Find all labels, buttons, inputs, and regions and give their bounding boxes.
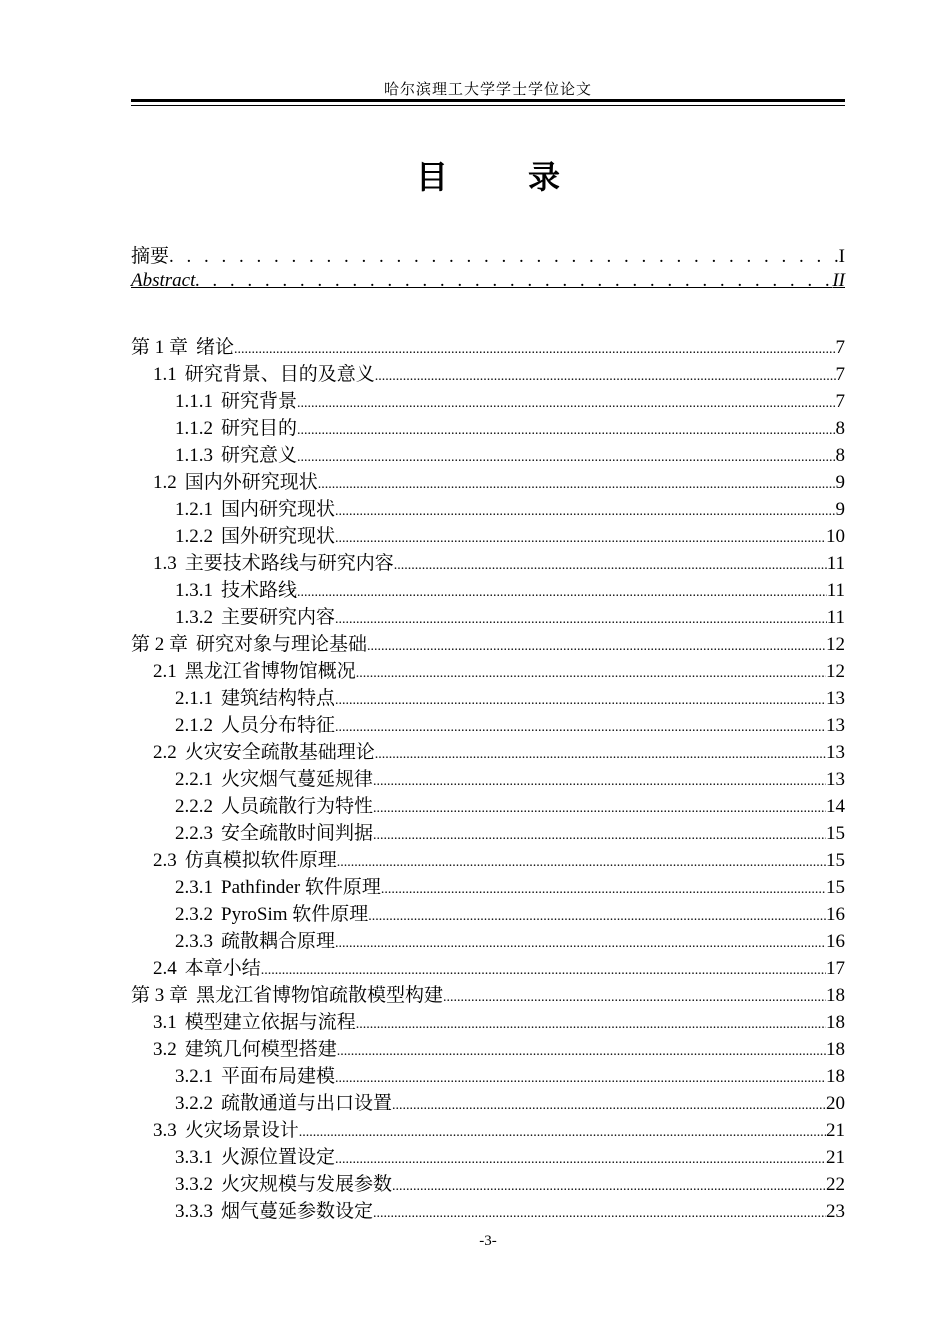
toc-entry-page: 11 <box>826 580 845 601</box>
toc-entry-page: 18 <box>826 985 845 1006</box>
toc-entry-label <box>175 791 373 818</box>
toc-entry-number: 2.2.3 <box>175 823 213 844</box>
toc-leader <box>337 855 826 871</box>
header-rule-thick <box>131 99 845 102</box>
toc-entry-label <box>153 1115 299 1142</box>
toc-entry-number: 第 2 章 <box>131 634 189 655</box>
toc-entry-page: 7 <box>835 391 845 412</box>
toc-leader <box>337 1044 826 1060</box>
toc-entry[interactable] <box>131 818 845 845</box>
toc-leader <box>299 1125 826 1141</box>
running-header: 哈尔滨理工大学学士学位论文 <box>383 82 592 98</box>
toc-entry-page: 10 <box>826 526 845 547</box>
toc-leader <box>373 1206 826 1222</box>
toc-entry-label <box>175 872 381 899</box>
toc-entry-title: 本章小结 <box>184 958 261 979</box>
toc-entry-title: 研究目的 <box>221 418 298 439</box>
toc-entry-title: 仿真模拟软件原理 <box>184 850 337 871</box>
toc-leader <box>373 828 826 844</box>
toc-entry-number: 1.2 <box>153 472 177 493</box>
toc-entry-title: 建筑几何模型搭建 <box>184 1039 337 1060</box>
toc-entry-title: 黑龙江省博物馆概况 <box>184 661 356 682</box>
toc-entry-title: 技术路线 <box>221 580 298 601</box>
toc-entry[interactable] <box>131 494 845 521</box>
toc-entry[interactable] <box>131 467 845 494</box>
toc-entry-label <box>175 1061 335 1088</box>
toc-entry[interactable] <box>131 386 845 413</box>
toc-entry-title: 建筑结构特点 <box>221 688 336 709</box>
toc-entry-title: 火源位置设定 <box>221 1147 336 1168</box>
toc-leader <box>335 936 826 952</box>
toc-leader <box>169 246 839 268</box>
toc-entry-number: 第 3 章 <box>131 985 189 1006</box>
toc-entry-label <box>175 710 335 737</box>
toc-entry-page: 11 <box>826 607 845 628</box>
toc-entry-number: 2.2.2 <box>175 796 213 817</box>
toc-entry-title: 研究对象与理论基础 <box>196 634 368 655</box>
toc-entry-label <box>131 980 443 1007</box>
toc-leader <box>367 639 826 655</box>
toc-entry-label <box>175 899 368 926</box>
toc-entry-page: 18 <box>826 1012 845 1033</box>
toc-entry-title: 模型建立依据与流程 <box>184 1012 356 1033</box>
toc-entry-label <box>175 575 297 602</box>
toc-entry-page: 9 <box>835 472 845 493</box>
toc-entry[interactable] <box>131 1061 845 1088</box>
toc-entry[interactable] <box>131 602 845 629</box>
toc-entry-title: 人员疏散行为特性 <box>221 796 374 817</box>
toc-leader <box>335 1071 826 1087</box>
toc-leader <box>335 612 827 628</box>
toc-entry-label <box>175 1169 392 1196</box>
toc-entry-page: 7 <box>835 337 845 358</box>
toc-entry-page: 15 <box>826 877 845 898</box>
toc-entry-page: 14 <box>826 796 845 817</box>
toc-entry-label: 摘要 <box>131 246 170 267</box>
toc-entry-abstract-en[interactable] <box>131 270 845 299</box>
toc-entry[interactable] <box>131 629 845 656</box>
toc-entry[interactable] <box>131 413 845 440</box>
toc-entry[interactable] <box>131 899 845 926</box>
toc-entry-number: 1.3 <box>153 553 177 574</box>
toc-entry[interactable] <box>131 926 845 953</box>
toc-entry-page: 22 <box>826 1174 845 1195</box>
toc-leader <box>234 342 835 358</box>
toc-entry[interactable] <box>131 1115 845 1142</box>
toc-entry-title: PyroSim 软件原理 <box>221 904 369 925</box>
header-rule-thin <box>131 105 845 106</box>
toc-entry-number: 2.4 <box>153 958 177 979</box>
toc-entry-title: 研究背景 <box>221 391 298 412</box>
toc-entry-label <box>153 656 356 683</box>
toc-list <box>131 332 845 1223</box>
toc-entry-number: 1.1.2 <box>175 418 213 439</box>
toc-entry-number: 2.1.2 <box>175 715 213 736</box>
toc-entry-page: 17 <box>826 958 845 979</box>
toc-leader <box>375 747 826 763</box>
toc-entry-page: 8 <box>835 418 845 439</box>
toc-leader <box>356 1017 826 1033</box>
toc-entry[interactable] <box>131 1034 845 1061</box>
toc-entry-title: Pathfinder 软件原理 <box>221 877 381 898</box>
toc-entry-label <box>175 1142 335 1169</box>
toc-entry[interactable] <box>131 791 845 818</box>
toc-entry[interactable] <box>131 1169 845 1196</box>
toc-entry-page: 13 <box>826 742 845 763</box>
toc-entry-page: 8 <box>835 445 845 466</box>
toc-entry-label <box>175 521 335 548</box>
toc-entry-number: 2.2 <box>153 742 177 763</box>
toc-entry-number: 2.3 <box>153 850 177 871</box>
toc-entry-label <box>153 737 375 764</box>
toc-entry[interactable] <box>131 575 845 602</box>
front-matter-list <box>131 241 845 299</box>
toc-entry[interactable] <box>131 440 845 467</box>
toc-entry[interactable] <box>131 332 845 359</box>
toc-entry-title: 国外研究现状 <box>221 526 336 547</box>
toc-entry-title: 主要技术路线与研究内容 <box>184 553 394 574</box>
toc-entry-label <box>131 332 234 359</box>
toc-leader <box>381 882 826 898</box>
toc-entry-page: 18 <box>826 1066 845 1087</box>
toc-entry-number: 第 1 章 <box>131 337 189 358</box>
toc-entry-number: 3.3.2 <box>175 1174 213 1195</box>
toc-leader <box>375 369 836 385</box>
toc-leader <box>373 774 826 790</box>
toc-entry-page: 23 <box>826 1201 845 1222</box>
title-char-left: 目 <box>415 158 448 196</box>
toc-leader <box>318 477 836 493</box>
toc-entry-label <box>175 1088 392 1115</box>
toc-entry-page: I <box>838 246 845 267</box>
toc-entry-page: 11 <box>826 553 845 574</box>
toc-entry-page: 9 <box>835 499 845 520</box>
toc-entry-label <box>153 1034 337 1061</box>
toc-entry-number: 3.2.2 <box>175 1093 213 1114</box>
toc-entry-page: 16 <box>826 931 845 952</box>
toc-entry[interactable] <box>131 683 845 710</box>
toc-entry-label <box>175 413 297 440</box>
toc-entry-label <box>153 467 318 494</box>
toc-leader <box>443 990 826 1006</box>
toc-leader <box>368 909 826 925</box>
toc-entry-number: 3.3 <box>153 1120 177 1141</box>
toc-entry-title: 研究意义 <box>221 445 298 466</box>
toc-entry-title: 黑龙江省博物馆疏散模型构建 <box>196 985 444 1006</box>
toc-entry-number: 2.1 <box>153 661 177 682</box>
toc-entry-page: II <box>832 270 845 291</box>
toc-entry[interactable] <box>131 737 845 764</box>
toc-entry-number: 2.2.1 <box>175 769 213 790</box>
toc-leader <box>297 450 835 466</box>
toc-entry-title: 火灾安全疏散基础理论 <box>184 742 375 763</box>
toc-entry[interactable] <box>131 764 845 791</box>
toc-entry-page: 15 <box>826 850 845 871</box>
toc-entry-label <box>175 440 297 467</box>
toc-entry-page: 16 <box>826 904 845 925</box>
toc-entry-number: 1.1 <box>153 364 177 385</box>
toc-entry-title: 火灾规模与发展参数 <box>221 1174 393 1195</box>
toc-entry[interactable] <box>131 1142 845 1169</box>
toc-entry-number: 1.2.2 <box>175 526 213 547</box>
toc-entry-label <box>131 629 367 656</box>
toc-entry-title: 主要研究内容 <box>221 607 336 628</box>
toc-leader <box>297 423 835 439</box>
toc-entry-label <box>175 386 297 413</box>
toc-entry-label <box>175 764 373 791</box>
toc-entry-label <box>175 818 373 845</box>
toc-entry-number: 1.2.1 <box>175 499 213 520</box>
toc-leader <box>297 585 827 601</box>
toc-entry-page: 20 <box>826 1093 845 1114</box>
toc-entry-label <box>175 494 335 521</box>
toc-entry-title: 火灾烟气蔓延规律 <box>221 769 374 790</box>
page-title <box>131 152 845 198</box>
toc-entry[interactable] <box>131 1088 845 1115</box>
toc-entry-label <box>175 602 335 629</box>
toc-entry-number: 3.1 <box>153 1012 177 1033</box>
toc-leader <box>195 270 832 292</box>
toc-entry-page: 15 <box>826 823 845 844</box>
toc-entry-number: 3.3.3 <box>175 1201 213 1222</box>
toc-entry-title: 烟气蔓延参数设定 <box>221 1201 374 1222</box>
toc-entry-title: 火灾场景设计 <box>184 1120 299 1141</box>
toc-entry[interactable] <box>131 845 845 872</box>
toc-entry-page: 13 <box>826 688 845 709</box>
toc-leader <box>356 666 826 682</box>
toc-entry[interactable] <box>131 1196 845 1223</box>
toc-leader <box>335 1152 826 1168</box>
toc-entry-page: 13 <box>826 769 845 790</box>
toc-leader <box>335 720 826 736</box>
title-char-right: 录 <box>528 158 561 196</box>
toc-entry-label <box>153 1007 356 1034</box>
toc-entry-title: 人员分布特征 <box>221 715 336 736</box>
toc-entry[interactable] <box>131 980 845 1007</box>
toc-entry[interactable] <box>131 548 845 575</box>
toc-entry-title: 疏散通道与出口设置 <box>221 1093 393 1114</box>
toc-entry-number: 1.3.1 <box>175 580 213 601</box>
toc-entry-title: 研究背景、目的及意义 <box>184 364 375 385</box>
toc-entry[interactable] <box>131 521 845 548</box>
toc-entry-number: 1.1.3 <box>175 445 213 466</box>
toc-entry-page: 12 <box>826 661 845 682</box>
toc-entry-page: 13 <box>826 715 845 736</box>
toc-entry-abstract-cn[interactable] <box>131 241 845 270</box>
toc-entry[interactable] <box>131 872 845 899</box>
toc-entry-title: 绪论 <box>196 337 235 358</box>
toc-entry-number: 3.2 <box>153 1039 177 1060</box>
toc-entry-title: 安全疏散时间判据 <box>221 823 374 844</box>
toc-entry-label <box>175 683 335 710</box>
toc-entry-label <box>175 926 335 953</box>
toc-leader <box>394 558 827 574</box>
toc-entry-page: 18 <box>826 1039 845 1060</box>
toc-entry-page: 21 <box>826 1120 845 1141</box>
toc-entry-number: 3.2.1 <box>175 1066 213 1087</box>
toc-entry-title: 国内研究现状 <box>221 499 336 520</box>
toc-leader <box>335 531 826 547</box>
toc-entry-label <box>153 359 375 386</box>
toc-leader <box>261 963 826 979</box>
toc-entry-label <box>153 953 261 980</box>
toc-entry-number: 2.3.3 <box>175 931 213 952</box>
toc-entry[interactable] <box>131 710 845 737</box>
toc-entry-page: 21 <box>826 1147 845 1168</box>
toc-entry-title: 平面布局建模 <box>221 1066 336 1087</box>
toc-leader <box>335 693 826 709</box>
toc-entry[interactable] <box>131 359 845 386</box>
toc-entry-label <box>175 1196 373 1223</box>
toc-entry-title: 疏散耦合原理 <box>221 931 336 952</box>
toc-entry-number: 2.1.1 <box>175 688 213 709</box>
toc-entry-title: 国内外研究现状 <box>184 472 318 493</box>
toc-entry-label: Abstract <box>131 270 196 291</box>
toc-entry-number: 1.3.2 <box>175 607 213 628</box>
toc-entry[interactable] <box>131 1007 845 1034</box>
toc-entry-label <box>153 548 394 575</box>
toc-entry-number: 3.3.1 <box>175 1147 213 1168</box>
toc-leader <box>392 1179 826 1195</box>
toc-entry[interactable] <box>131 656 845 683</box>
toc-leader <box>297 396 835 412</box>
toc-leader <box>392 1098 826 1114</box>
toc-entry-number: 2.3.1 <box>175 877 213 898</box>
toc-entry-number: 1.1.1 <box>175 391 213 412</box>
toc-entry[interactable] <box>131 953 845 980</box>
toc-entry-number: 2.3.2 <box>175 904 213 925</box>
toc-entry-page: 7 <box>835 364 845 385</box>
toc-entry-page: 12 <box>826 634 845 655</box>
toc-leader <box>373 801 826 817</box>
toc-leader <box>335 504 835 520</box>
page-number: -3- <box>479 1233 497 1249</box>
toc-entry-label <box>153 845 337 872</box>
